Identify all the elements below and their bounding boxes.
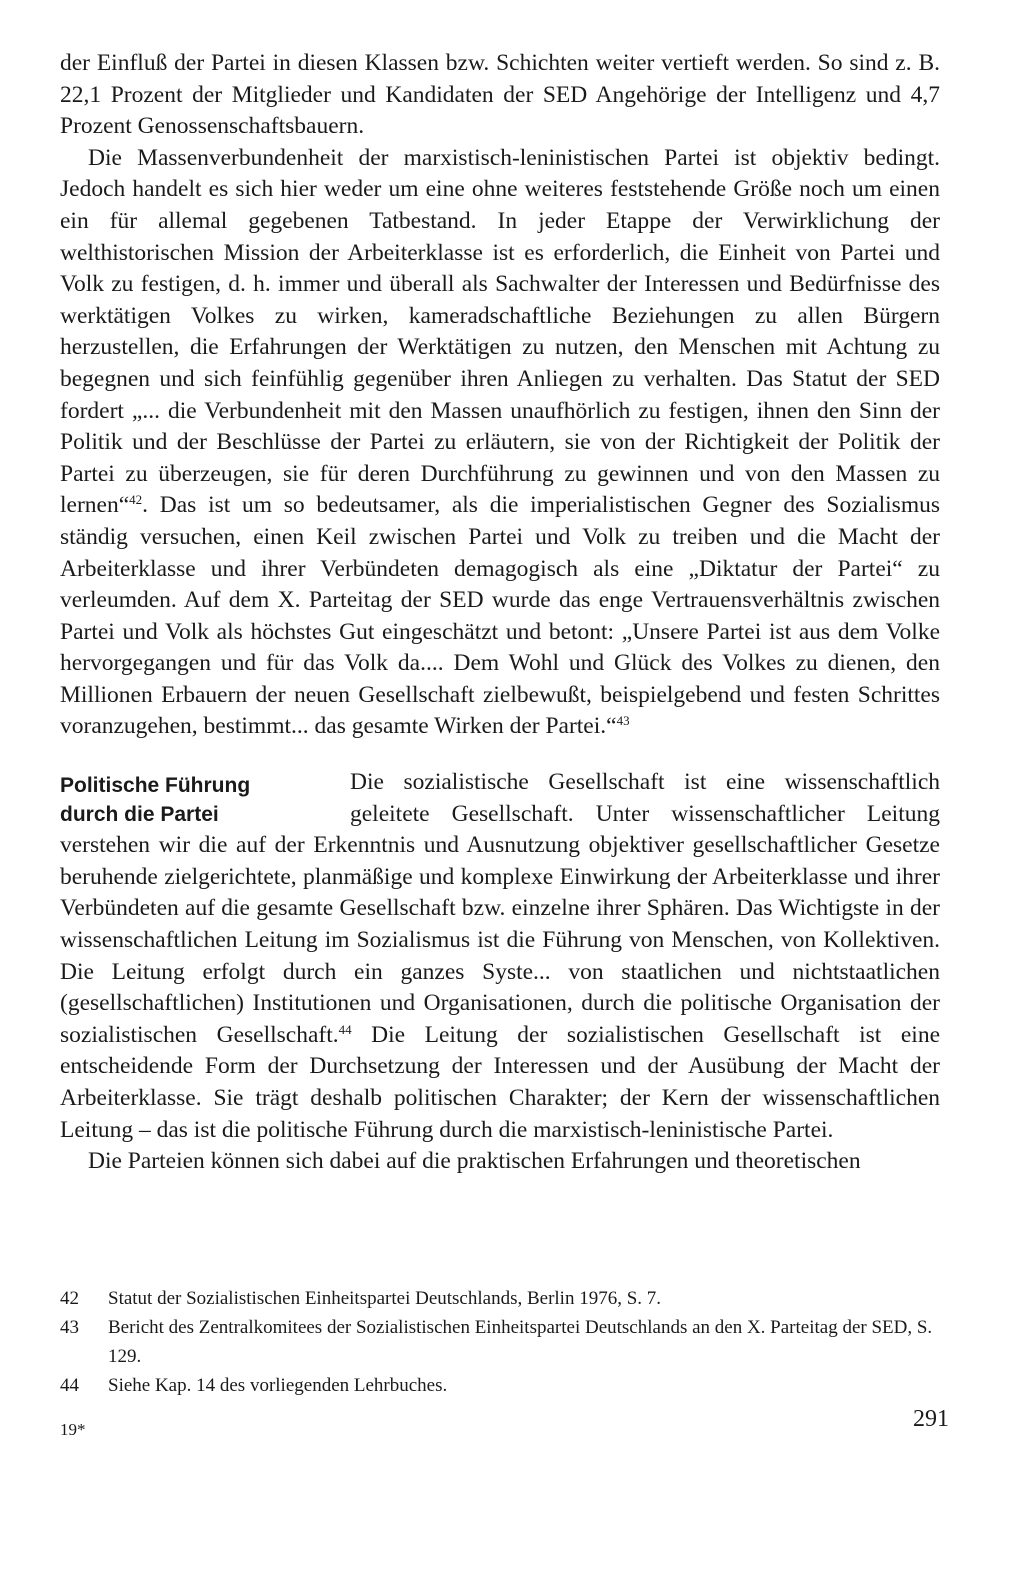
footnote-ref-44: 44 bbox=[338, 1021, 352, 1037]
section-heading bbox=[60, 771, 350, 829]
footnote-ref-43: 43 bbox=[616, 713, 630, 729]
footnote-number: 43 bbox=[60, 1317, 79, 1338]
paragraph-continuation: der Einfluß der Partei in diesen Klassen bzw. Schichten weiter vertieft werden. So sind z. B. 22,1 Prozent der Mitglieder und Kandidaten der SED Angehörige der Intelligenz und 4,7 Prozent Genossenschaftsbauern. bbox=[60, 50, 940, 140]
footnote-text: Bericht des Zentralkomitees der Sozialistischen Einheitspartei Deutschlands an den X. Parteitag der SED, S. 129. bbox=[108, 1317, 933, 1367]
paragraph-text: . Das ist um so bedeutsamer, als die imperialistischen Gegner des Sozialismus ständig versuchen, einen Keil zwischen Partei und Volk zu treiben und die Macht der Arbeiterklasse und ihrer Verbündeten demagogisch als eine „Diktatur der Partei“ zu verleumden. Auf dem X. Parteitag der SED wurde das enge Vertrauensverhältnis zwischen Partei und Volk als höchstes Gut eingeschätzt und betont: „Unsere Partei ist aus dem Volke hervorgegangen und für das Volk da.... Dem Wohl und Glück des Volkes zu dienen, den Millionen Erbauern der neuen Gesellschaft zielbewußt, beispielgebend und festen Schrittes voranzugehen, bestimmt... das gesamte Wirken der Partei.“ bbox=[60, 492, 940, 740]
footnote-ref-42: 42 bbox=[129, 492, 143, 508]
paragraph-mass-connection bbox=[60, 143, 940, 743]
main-text bbox=[60, 48, 940, 1178]
paragraph-parties: Die Parteien können sich dabei auf die praktischen Erfahrungen und theoretischen bbox=[88, 1148, 861, 1175]
paragraph-text: Die Massenverbundenheit der marxistisch-leninistischen Partei ist objektiv bedingt. Jedoch handelt es sich hier weder um eine ohne weiteres feststehende Größe noch um einen ein für allemal gegebenen Tatbestand. In jeder Etappe der Verwirklichung der welthistorischen Mission der Arbeiterklasse ist es erforderlich, die Einheit von Partei und Volk zu festigen, d. h. immer und überall als Sachwalter der Interessen und Bedürfnisse des werktätigen Volkes zu wirken, kameradschaftliche Beziehungen zu allen Bürgern herzustellen, die Erfahrungen der Werktätigen zu nutzen, den Menschen mit Achtung zu begegnen und sich feinfühlig gegenüber ihren Anliegen zu verhalten. Das Statut der SED fordert „... die Verbundenheit mit den Massen unaufhörlich zu festigen, ihnen den Sinn der Politik und der Beschlüsse der Partei zu erläutern, sie von der Richtigkeit der Politik der Partei zu überzeugen, sie für deren Durchführung zu gewinnen und von den Massen zu lernen“ bbox=[60, 144, 940, 519]
section-political-leadership bbox=[60, 767, 940, 1178]
footnote-text: Statut der Sozialistischen Einheitspartei Deutschlands, Berlin 1976, S. 7. bbox=[108, 1288, 662, 1309]
footnote-text: Siehe Kap. 14 des vorliegenden Lehrbuches. bbox=[108, 1375, 448, 1396]
paragraph-text: Die Leitung der sozialistischen Gesellschaft ist eine entscheidende Form der Durchsetzung der Interessen und der Ausübung der Macht der Arbeiterklasse. Sie trägt deshalb politischen Charakter; der Kern der wissenschaftlichen Leitung – das ist die politische Führung durch die marxistisch-leninistische Partei. bbox=[60, 1021, 940, 1143]
printer-signature: 19* bbox=[60, 1420, 86, 1439]
footnote-43 bbox=[60, 1313, 940, 1371]
section-heading-line-1: Politische Führung bbox=[60, 774, 251, 798]
footnote-number: 42 bbox=[60, 1288, 79, 1309]
footnotes bbox=[60, 1284, 940, 1400]
page-number: 291 bbox=[913, 1406, 949, 1432]
footnote-44 bbox=[60, 1371, 940, 1400]
paragraph-text: Die sozialistische Gesellschaft ist eine wissenschaftlich geleitete Gesellschaft. Unter wissenschaftlicher Leitung verstehen wir die auf der Erkenntnis und Ausnutzung objektiver gesellschaftlicher Gesetze beruhende zielgerichtete, planmäßige und komplexe Einwirkung der Arbeiterklasse und ihrer Verbündeten auf die gesamte Gesellschaft bzw. einzelne ihrer Sphären. Das Wichtigste in der wissenschaftlichen Leitung im Sozialismus ist die Führung von Menschen, von Kollektiven. Die Leitung erfolgt durch ein ganzes Syste... von staatlichen und nichtstaatlichen (gesellschaftlichen) Institutionen und Organisationen, durch die politische Organisation der sozialistischen Gesellschaft. bbox=[60, 769, 940, 1048]
footnote-42 bbox=[60, 1284, 940, 1313]
footnote-number: 44 bbox=[60, 1375, 79, 1396]
section-heading-line-2: durch die Partei bbox=[60, 803, 219, 827]
